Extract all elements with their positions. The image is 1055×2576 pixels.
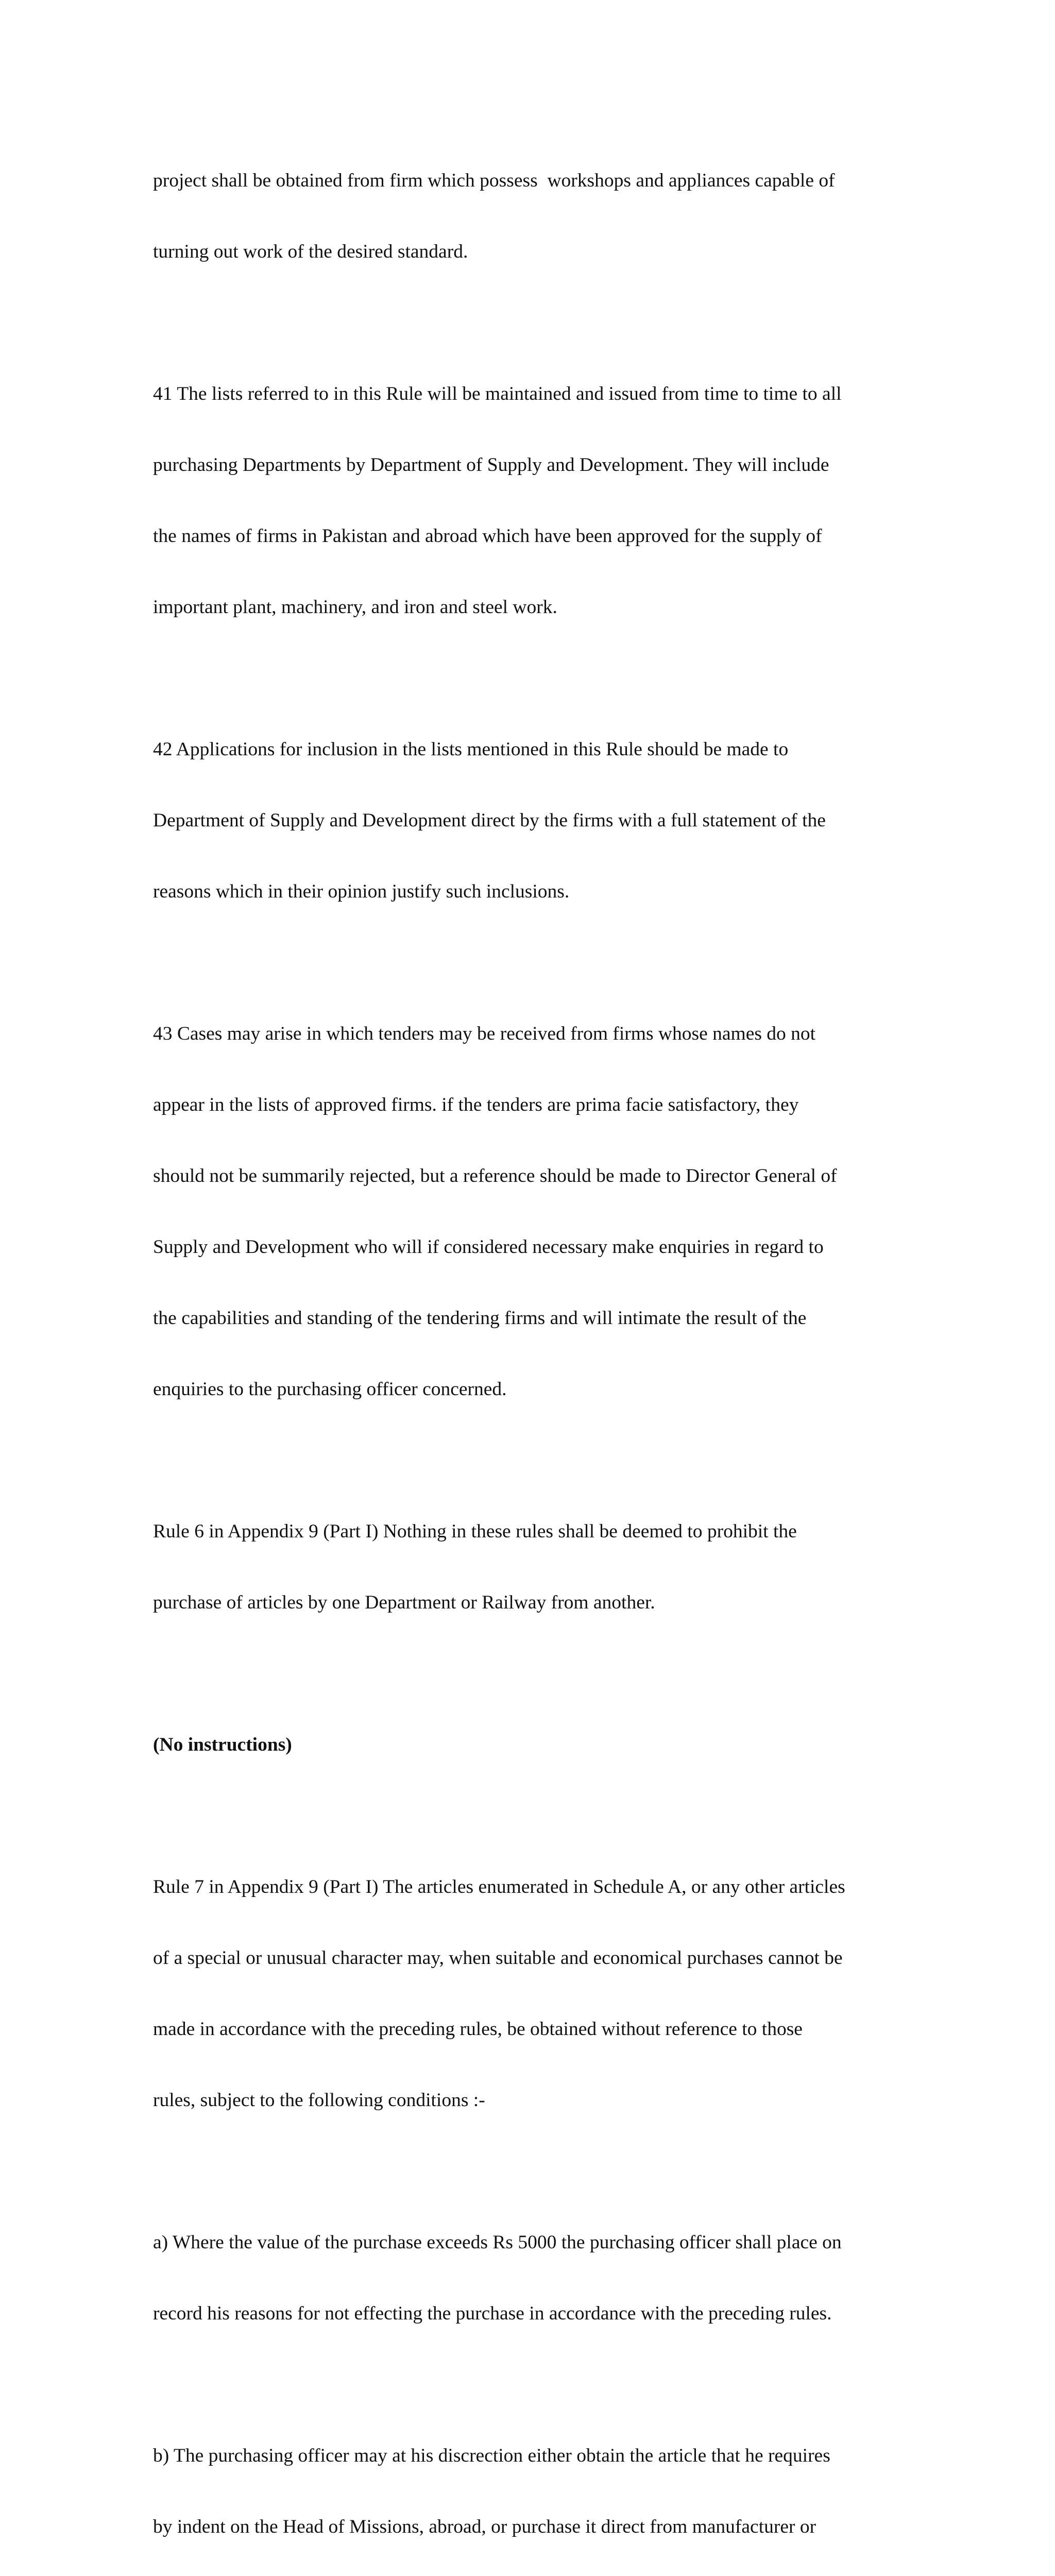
paragraph-condition-b (153, 2397, 905, 2576)
text-line: made in accordance with the preceding rules, be obtained without reference to those (153, 2019, 803, 2040)
paragraph-condition-a (153, 2183, 905, 2373)
text-line: Rule 6 in Appendix 9 (Part I) Nothing in these rules shall be deemed to prohibit the (153, 1521, 797, 1542)
text-line: record his reasons for not effecting the purchase in accordance with the preceding rules. (153, 2303, 832, 2324)
text-line: of a special or unusual character may, when suitable and economical purchases cannot be (153, 1947, 843, 1969)
text-line: rules, subject to the following conditions :- (153, 2090, 485, 2111)
text-line: 42 Applications for inclusion in the lists mentioned in this Rule should be made to (153, 739, 789, 760)
text-line: (No instructions) (153, 1734, 292, 1755)
text-line: purchase of articles by one Department or Railway from another. (153, 1592, 655, 1613)
paragraph-43 (153, 975, 905, 1449)
text-line: 43 Cases may arise in which tenders may be received from firms whose names do not (153, 1023, 816, 1044)
paragraph-no-instructions (153, 1686, 905, 1804)
text-line: Rule 7 in Appendix 9 (Part I) The articles enumerated in Schedule A, or any other articles (153, 1876, 845, 1897)
document-body (153, 122, 905, 2576)
text-line: appear in the lists of approved firms. if the tenders are prima facie satisfactory, they (153, 1094, 799, 1115)
text-line: b) The purchasing officer may at his discrection either obtain the article that he requires (153, 2445, 830, 2466)
text-line: by indent on the Head of Missions, abroad, or purchase it direct from manufacturer or (153, 2516, 816, 2537)
text-line: turning out work of the desired standard. (153, 241, 468, 262)
text-line: a) Where the value of the purchase exceeds Rs 5000 the purchasing officer shall place on (153, 2232, 842, 2253)
text-line: purchasing Departments by Department of Supply and Development. They will include (153, 454, 829, 476)
paragraph-continuation (153, 122, 905, 311)
text-line: 41 The lists referred to in this Rule will be maintained and issued from time to time to all (153, 383, 842, 404)
text-line: project shall be obtained from firm which possess workshops and appliances capable of (153, 170, 835, 191)
text-line: should not be summarily rejected, but a reference should be made to Director General of (153, 1165, 837, 1187)
text-line: the capabilities and standing of the tendering firms and will intimate the result of the (153, 1308, 807, 1329)
text-line: Supply and Development who will if considered necessary make enquiries in regard to (153, 1236, 824, 1258)
text-line: enquiries to the purchasing officer concerned. (153, 1379, 507, 1400)
text-line: important plant, machinery, and iron and steel work. (153, 597, 557, 618)
paragraph-rule-7 (153, 1828, 905, 2160)
paragraph-42 (153, 690, 905, 951)
paragraph-rule-6 (153, 1472, 905, 1662)
text-line: reasons which in their opinion justify such inclusions. (153, 881, 570, 902)
paragraph-41 (153, 335, 905, 667)
text-line: Department of Supply and Development direct by the firms with a full statement of the (153, 810, 826, 831)
text-line: the names of firms in Pakistan and abroad which have been approved for the supply of (153, 526, 822, 547)
